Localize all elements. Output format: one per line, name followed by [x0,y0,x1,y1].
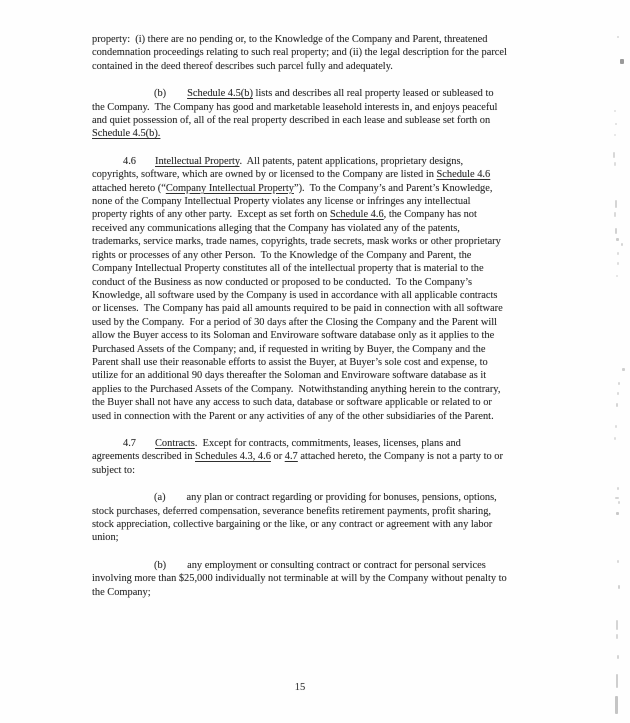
scan-speck [614,212,616,217]
scan-speck [615,200,617,208]
scan-speck [615,425,617,428]
scan-speck [614,134,616,136]
scan-speck [615,696,618,714]
scan-speck [615,123,617,125]
scan-speck [616,275,618,277]
section-4-7-contracts: 4.7 Contracts. Except for contracts, commitments, leases, licenses, plans and agreements described in Schedules 4.3, 4.6 or 4.7 attached hereto, the Company is not a party to or subject to: [92,437,506,476]
scan-speck [622,368,625,371]
scan-speck [615,497,619,499]
scan-speck [617,392,619,395]
section-4-6-intellectual-property: 4.6 Intellectual Property. All patents, patent applications, proprietary designs, copyrights, software, which are owned by or licensed to the Company are listed in Schedule 4.6 attached hereto (“Company Intellectual Property”). To the Company’s and Parent’s Knowledge, none of the Company Intellectual Property violates any license or infringes any intellectual property rights of any other party. Except as set forth on Schedule 4.6, the Company has not received any communications alleging that the Company has violated any of the patents, trademarks, service marks, trade names, copyrights, trade secrets, mask works or other proprietary rights or processes of any other Person. To the Knowledge of the Company and Parent, the Company Intellectual Property constitutes all of the intellectual property that is material to the conduct of the Business as now conducted or proposed to be conducted. To the Company’s Knowledge, all software used by the Company is used in accordance with all applicable contracts or licenses. The Company has paid all amounts required to be paid in connection with all software used by the Company. For a period of 30 days after the Closing the Company and the Parent will allow the Buyer access to its Soloman and Enviroware software database only as it applies to the Purchased Assets of the Company; and, if requested in writing by Buyer, the Company and the Parent shall use their reasonable efforts to assist the Buyer, at Buyer’s sole cost and expense, to utilize for an additional 90 days thereafter the Soloman and Enviroware software database as it applies to the Purchased Assets of the Company. Notwithstanding anything herein to the contrary, the Buyer shall not have any access to such data, database or software applicable or related to or used in connection with the Parent or any activities of any of the other subsidiaries of the Parent. [92,155,506,422]
scan-speck [620,59,624,64]
scan-speck [614,162,616,166]
scan-speck [618,382,620,385]
paragraph-4-5-b-leased-property: (b) Schedule 4.5(b) lists and describes all real property leased or subleased to the Company. The Company has good and marketable leasehold interests in, and enjoys peaceful and quiet possession of, all of the real property described in each lease and sublease set forth on Schedule 4.5(b). [92,88,501,140]
scan-speck [616,674,618,688]
scan-speck [614,110,616,112]
paragraph-4-7-a-labor-contracts: (a) any plan or contract regarding or providing for bonuses, pensions, options, stock purchases, deferred compensation, severance benefits retirement payments, profit sharing, stock appreciation, collective bargaining or the like, or any contract or agreement with any labor union; [92,492,500,544]
paragraph-real-property-continuation: property: (i) there are no pending or, to the Knowledge of the Company and Parent, threatened condemnation proceedings relating to such real property; and (ii) the legal description for the parcel contained in the deed thereof describes such parcel fully and adequately. [92,34,510,72]
scan-speck [616,403,618,407]
scan-speck [614,437,616,440]
scan-speck [616,620,618,630]
scan-speck [616,634,618,639]
scan-speck [618,585,620,589]
scan-speck [613,152,615,158]
page-number: 15 [294,682,306,693]
document-body [92,33,508,599]
paragraph-4-7-b-employment-contracts: (b) any employment or consulting contract or contract for personal services involving more than $25,000 individually not terminable at will by the Company without penalty to the Company; [92,559,510,598]
scan-speck [618,501,620,504]
scan-speck [617,252,619,255]
scan-speck [617,487,619,490]
scan-speck [617,262,619,265]
scan-speck [621,243,623,246]
scan-speck [617,560,619,563]
scan-speck [617,655,619,659]
scan-speck [616,238,619,241]
scan-speck [616,512,619,515]
scan-speck [615,228,617,234]
scan-speck [617,36,619,38]
